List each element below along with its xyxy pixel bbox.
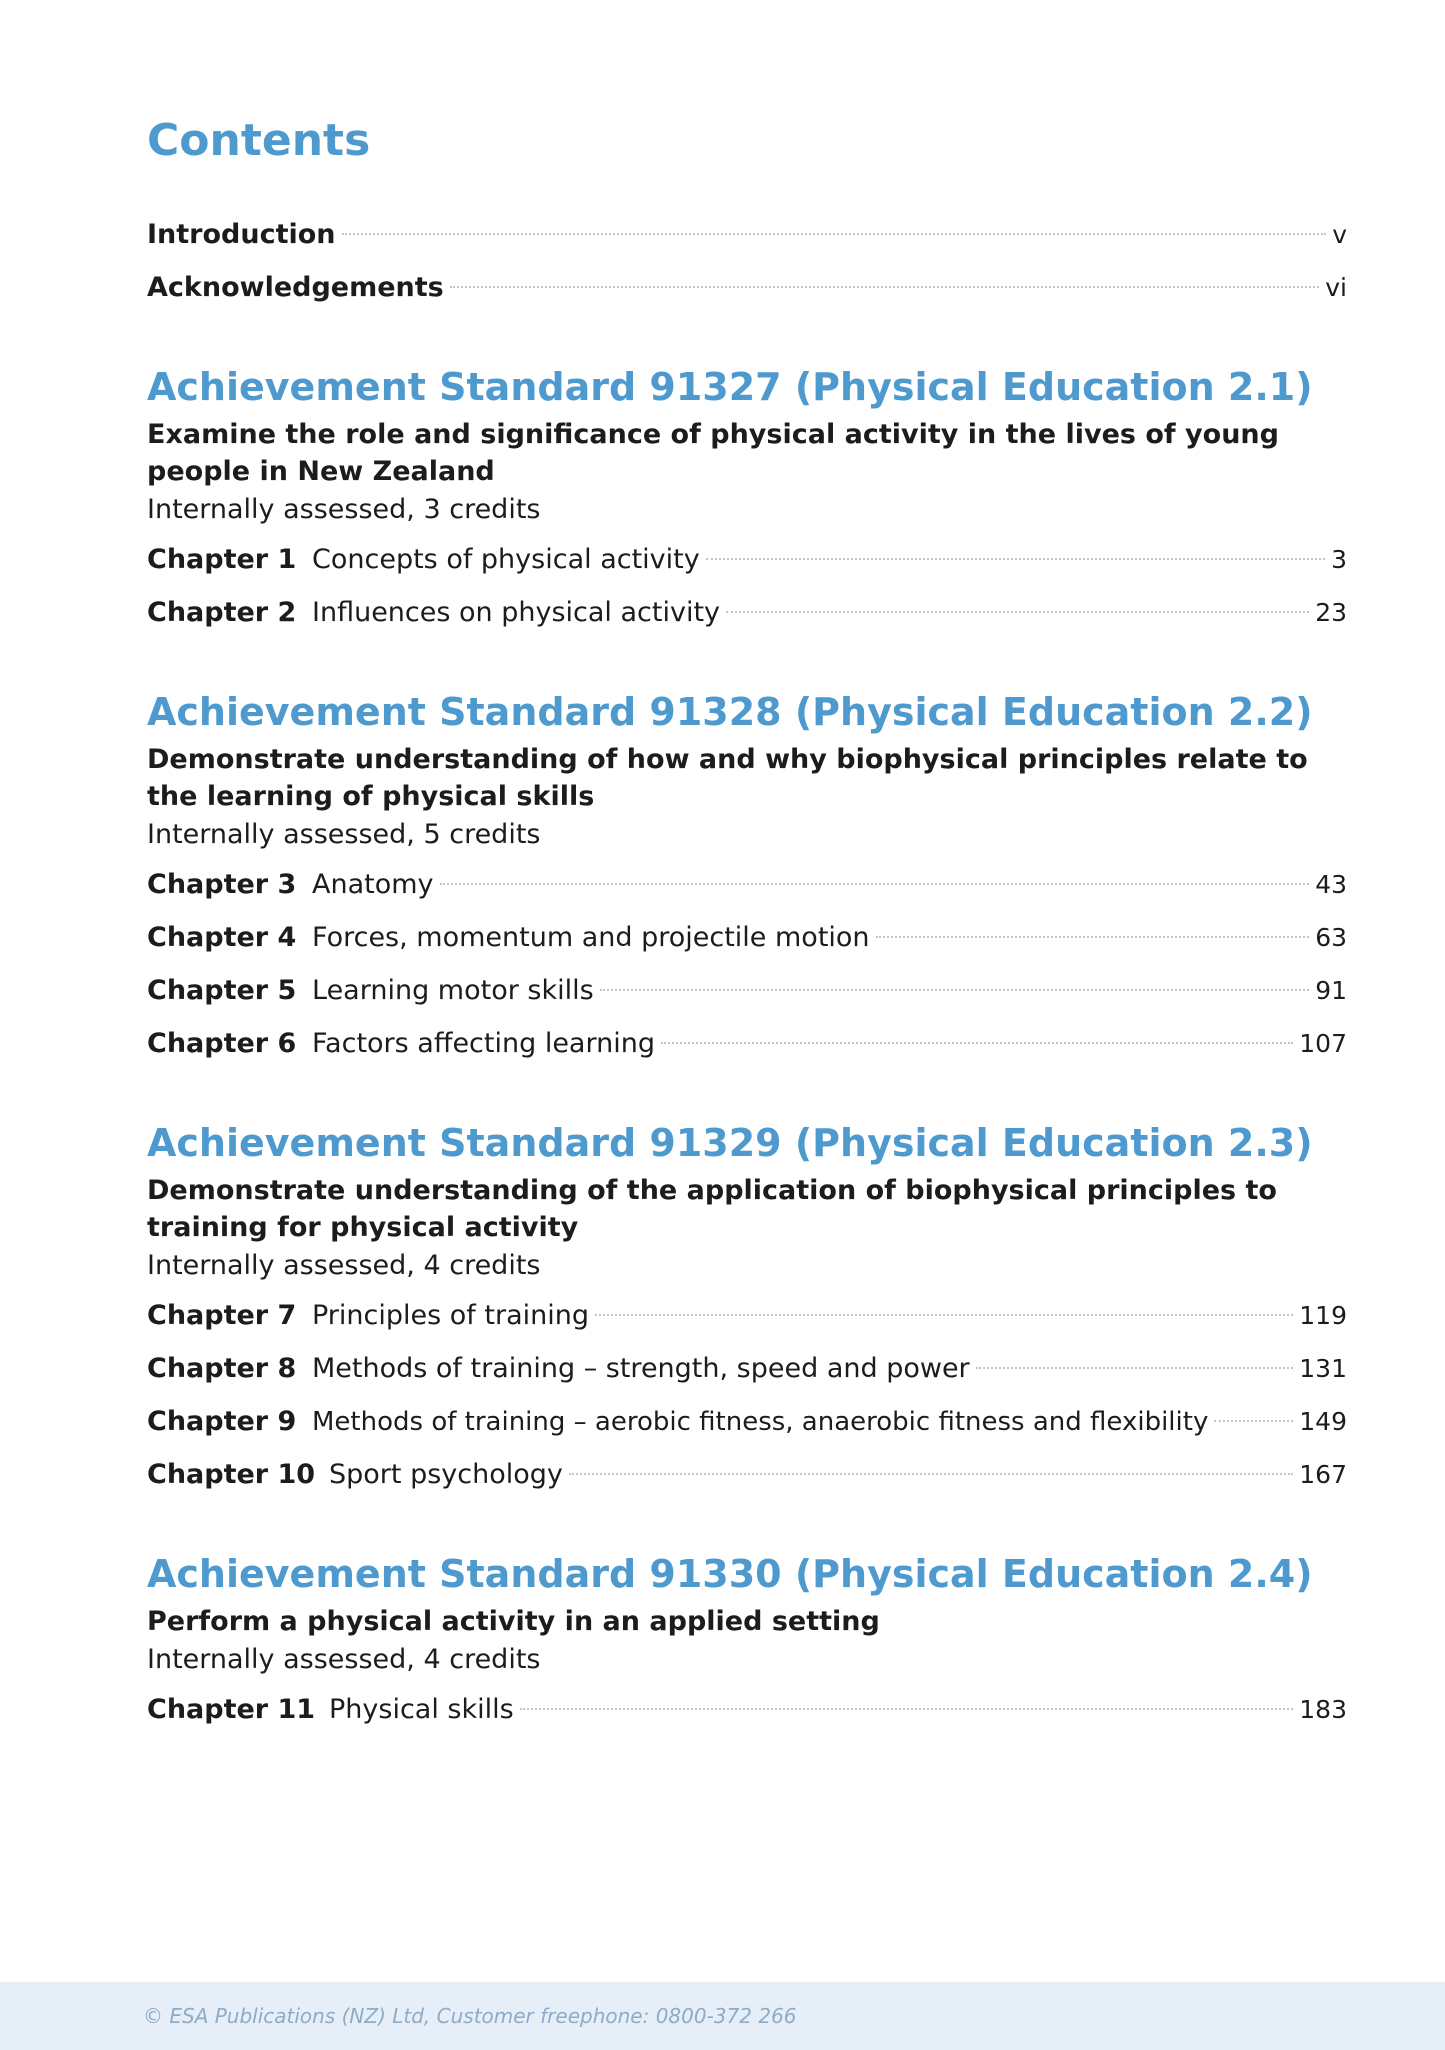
toc-chapter-row[interactable]: [147, 533, 1347, 586]
section-heading: Achievement Standard 91328 (Physical Education 2.2): [147, 690, 1313, 734]
standard-section-91328: [147, 687, 1347, 1070]
dot-leader: [595, 1314, 1293, 1316]
toc-page-number: 167: [1299, 1460, 1347, 1489]
chapter-label: Chapter 8: [147, 1353, 297, 1384]
page-footer: [0, 1982, 1445, 2050]
chapter-label: Chapter 6: [147, 1028, 297, 1059]
toc-entry-label: Acknowledgements: [147, 272, 444, 303]
section-credits: Internally assessed, 5 credits: [147, 819, 541, 850]
chapter-title: Learning motor skills: [312, 975, 594, 1006]
dot-leader: [726, 611, 1309, 613]
dot-leader: [876, 936, 1310, 938]
toc-chapter-row[interactable]: [147, 1448, 1347, 1501]
chapter-label: Chapter 3: [147, 869, 297, 900]
dot-leader: [661, 1042, 1293, 1044]
page-title: Contents: [147, 115, 371, 166]
section-description: Demonstrate understanding of the application of biophysical principles to training for physical activity: [147, 1175, 1277, 1243]
section-heading: Achievement Standard 91330 (Physical Education 2.4): [147, 1552, 1313, 1596]
section-credits: Internally assessed, 4 credits: [147, 1250, 541, 1281]
toc-chapter-row[interactable]: [147, 1289, 1347, 1342]
toc-page-number: 91: [1315, 976, 1347, 1005]
toc-page-number: 183: [1299, 1695, 1347, 1724]
section-credits: Internally assessed, 4 credits: [147, 1644, 541, 1675]
chapter-title: Concepts of physical activity: [312, 544, 700, 575]
dot-leader: [520, 1708, 1294, 1710]
chapter-title: Methods of training – aerobic fitness, anaerobic fitness and flexibility: [312, 1407, 1209, 1437]
toc-entry-label: Introduction: [147, 219, 336, 250]
toc-entry-acknowledgements[interactable]: [147, 261, 1347, 314]
toc-page-number: 63: [1315, 923, 1347, 952]
dot-leader: [706, 558, 1325, 560]
chapter-label: Chapter 5: [147, 975, 297, 1006]
toc-page-number: v: [1332, 220, 1347, 249]
toc-chapter-row[interactable]: [147, 586, 1347, 639]
chapter-label: Chapter 4: [147, 922, 297, 953]
toc-chapter-row[interactable]: [147, 1342, 1347, 1395]
chapter-title: Principles of training: [312, 1300, 589, 1331]
chapter-title: Sport psychology: [329, 1459, 563, 1490]
contents-page: [147, 112, 1347, 1736]
section-heading: Achievement Standard 91327 (Physical Education 2.1): [147, 365, 1313, 409]
chapter-title: Influences on physical activity: [312, 597, 721, 628]
toc-page-number: vi: [1325, 273, 1347, 302]
toc-page-number: 149: [1299, 1407, 1347, 1436]
toc-page-number: 119: [1299, 1301, 1347, 1330]
toc-chapter-row[interactable]: [147, 1395, 1347, 1448]
chapter-label: Chapter 7: [147, 1300, 297, 1331]
dot-leader: [569, 1473, 1293, 1475]
dot-leader: [450, 286, 1320, 288]
chapter-label: Chapter 10: [147, 1459, 316, 1490]
copyright-notice: © ESA Publications (NZ) Ltd, Customer freephone: 0800-372 266: [143, 2004, 797, 2028]
toc-page-number: 107: [1299, 1029, 1347, 1058]
chapter-label: Chapter 11: [147, 1694, 316, 1725]
dot-leader: [440, 883, 1310, 885]
toc-chapter-row[interactable]: [147, 1683, 1347, 1736]
toc-page-number: 23: [1315, 598, 1347, 627]
chapter-label: Chapter 9: [147, 1406, 297, 1437]
toc-chapter-row[interactable]: [147, 911, 1347, 964]
chapter-title: Forces, momentum and projectile motion: [312, 922, 870, 953]
section-credits: Internally assessed, 3 credits: [147, 494, 541, 525]
dot-leader: [976, 1367, 1294, 1369]
section-heading: Achievement Standard 91329 (Physical Education 2.3): [147, 1121, 1313, 1165]
chapter-title: Physical skills: [329, 1694, 514, 1725]
dot-leader: [600, 989, 1310, 991]
chapter-title: Methods of training – strength, speed and power: [312, 1353, 970, 1384]
toc-chapter-row[interactable]: [147, 858, 1347, 911]
toc-chapter-row[interactable]: [147, 1017, 1347, 1070]
chapter-title: Anatomy: [312, 869, 434, 900]
section-description: Perform a physical activity in an applied setting: [147, 1606, 880, 1637]
toc-page-number: 3: [1331, 545, 1347, 574]
chapter-title: Factors affecting learning: [312, 1028, 655, 1059]
standard-section-91329: [147, 1118, 1347, 1501]
section-description: Examine the role and significance of physical activity in the lives of young people in New Zealand: [147, 419, 1279, 487]
dot-leader: [1214, 1420, 1293, 1422]
chapter-label: Chapter 1: [147, 544, 297, 575]
toc-chapter-row[interactable]: [147, 964, 1347, 1017]
standard-section-91327: [147, 362, 1347, 639]
toc-page-number: 43: [1315, 870, 1347, 899]
chapter-label: Chapter 2: [147, 597, 297, 628]
toc-entry-introduction[interactable]: [147, 208, 1347, 261]
standard-section-91330: [147, 1549, 1347, 1736]
section-description: Demonstrate understanding of how and why biophysical principles relate to the learning of physical skills: [147, 744, 1308, 812]
dot-leader: [342, 233, 1327, 235]
toc-page-number: 131: [1299, 1354, 1347, 1383]
